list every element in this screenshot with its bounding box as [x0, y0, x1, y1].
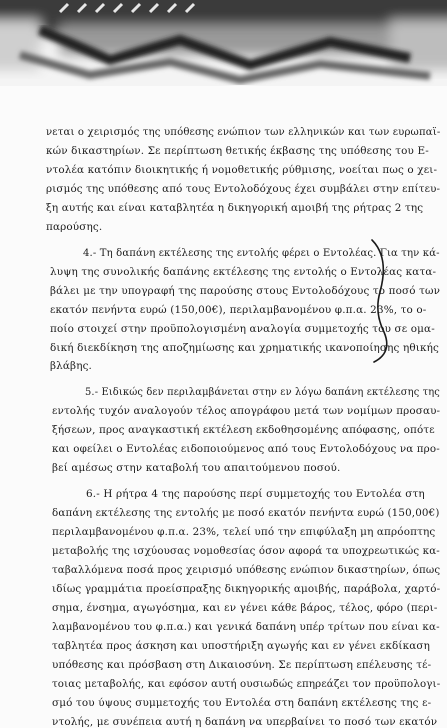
text-line: μεταβολής της ισχύουσας νομοθεσίας όσον αφορά τα υποχρεωτικώς κα- — [52, 545, 440, 557]
text-line: ποίο στοιχεί στην προϋπολογισμένη αναλογία συμμετοχής του σε ομα- — [50, 323, 435, 335]
text-line: βεί αμέσως στην καταβολή του απαιτούμενου ποσού. — [52, 462, 341, 474]
text-line: εκατόν πενήντα ευρώ (150,00€), περιλαμβανομένου φ.π.α. 23%, το ο- — [50, 304, 427, 316]
text-line: υπόθεσης και πρόσβαση στη Δικαιοσύνη. Σε περίπτωση επέλευσης τέ- — [52, 659, 432, 671]
text-line: 6.- Η ρήτρα 4 της παρούσης περί συμμετοχής του Εντολέα στη — [86, 488, 425, 500]
text-line: ξήσεων, προς αναγκαστική εκτέλεση εκδοθησομένης απόφασης, οπότε — [52, 424, 435, 436]
text-line: περιλαμβανομένου φ.π.α. 23%, τελεί υπό την επιφύλαξη μη απρόοπτης — [52, 526, 436, 538]
text-line: νεται ο χειρισμός της υπόθεσης ενώπιον των ελληνικών και των ευρωπαϊ- — [46, 126, 441, 138]
text-line: δαπάνη εκτέλεσης της εντολής με ποσό εκατόν πενήντα ευρώ (150,00€) — [52, 507, 440, 519]
text-line: και οφείλει ο Εντολέας ειδοποιούμενος από τους Εντολοδόχους να προ- — [52, 443, 440, 455]
text-line: ρισμός της υπόθεσης από τους Εντολοδόχους έχει συμβάλει στην επίτευ- — [46, 183, 441, 195]
text-line: ντολής, με συνέπεια αυτή η δαπάνη να υπερβαίνει το ποσό των εκατόν — [52, 716, 438, 728]
text-line: λυψη της συνολικής δαπάνης εκτέλεσης της εντολής ο Εντολέας κατα- — [50, 266, 437, 278]
text-line: ξη αυτής και είναι καταβλητέα η δικηγορική αμοιβή της ρήτρας 2 της — [46, 202, 424, 214]
text-line: 4.- Τη δαπάνη εκτέλεσης της εντολής φέρει ο Εντολέας. Για την κά- — [83, 247, 440, 259]
text-line: ιδίως γραμμάτια προείσπραξης δικηγορικής αμοιβής, παράβολα, χαρτό- — [52, 583, 441, 595]
text-line: σημα, ένσημα, αγωγόσημα, και εν γένει κάθε βάρος, τέλος, φόρο (περι- — [52, 602, 438, 614]
text-line: παρούσης. — [46, 221, 103, 233]
text-line: 5.- Ειδικώς δεν περιλαμβάνεται στην εν λόγω δαπάνη εκτέλεσης της — [85, 386, 440, 398]
text-line: τοιας μεταβολής, και εφόσον αυτή ουσιωδώς επηρεάζει τον προϋπολογι- — [52, 678, 441, 690]
text-line: κών δικαστηρίων. Σε περίπτωση θετικής έκβασης της υπόθεσης του Ε- — [46, 145, 429, 157]
text-line: δική διεκδίκηση της αποζημίωσης και χρηματικής ικανοποίησης ηθικής — [50, 342, 439, 354]
text-line: εντολής τυχόν αναλογούν τέλος απογράφου μετά των νομίμων προσαυ- — [52, 405, 441, 417]
text-line: σμό του ύψους συμμετοχής του Εντολέα στη δαπάνη εκτέλεσης της ε- — [52, 697, 432, 709]
text-line: βλάβης. — [50, 360, 93, 372]
text-line: λαμβανομένου του φ.π.α.) και γενικά δαπάνη υπέρ τρίτων που είναι κα- — [52, 621, 440, 633]
text-line: βάλει με την υπογραφή της παρούσης στους Εντολοδόχους το ποσό των — [50, 285, 441, 297]
text-line: ντολέα κατόπιν διοικητικής ή νομοθετικής ρύθμισης, νοείται πως ο χει- — [46, 164, 438, 176]
text-line: ταβλητέα προς άσκηση και υποστήριξη αγωγής και εν γένει εκδίκαση — [52, 640, 431, 652]
text-line: ταβαλλόμενα ποσά προς χειρισμό υπόθεσης ενώπιον δικαστηρίων, όπως — [52, 564, 441, 576]
